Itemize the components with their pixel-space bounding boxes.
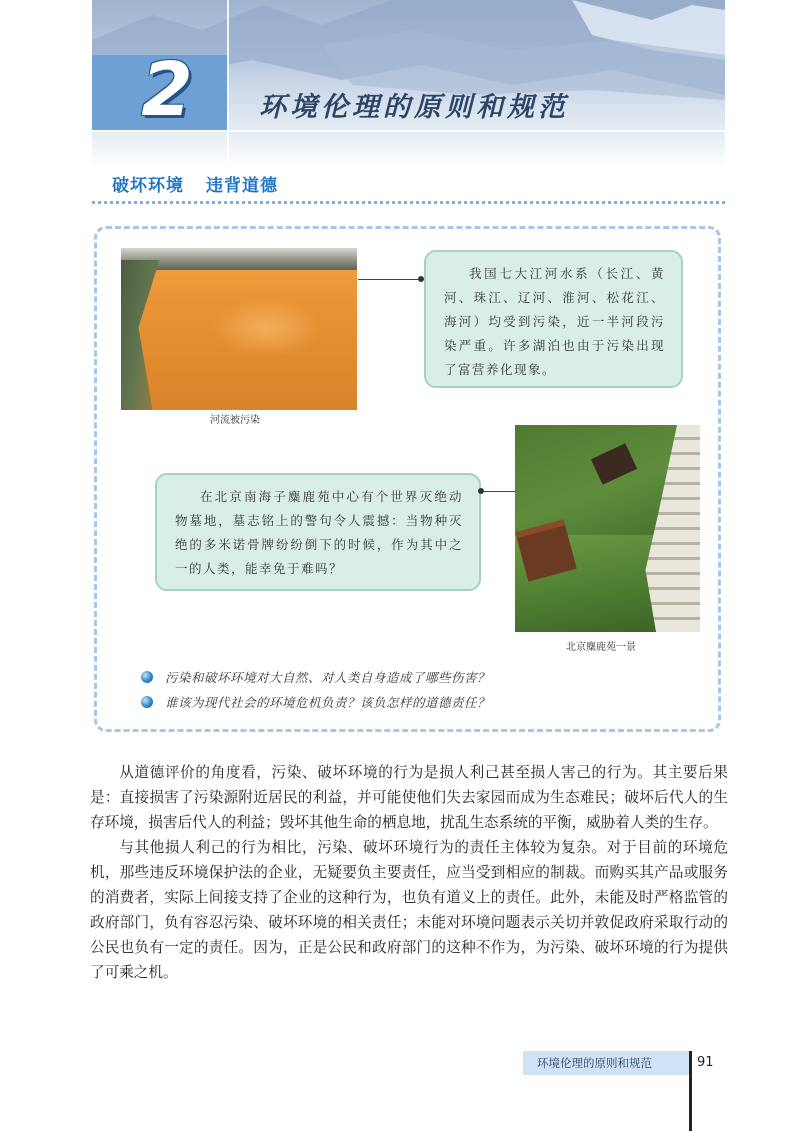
blue-bullet-icon <box>141 696 153 708</box>
callout2-connector <box>481 491 515 492</box>
chapter-number: 2 <box>141 47 193 133</box>
callout2-connector-dot <box>478 488 484 494</box>
body-paragraph: 与其他损人利己的行为相比，污染、破坏环境行为的责任主体较为复杂。对于目前的环境危机，那些违反环境保护法的企业，无疑要负主要责任，应当受到相应的制裁。而购买其产品或服务的消费者，实际上间接支持了企业的这种行为，也负有道义上的责任。此外，未能及时严格监管的政府部门，负有容忍污染、破坏环境的相关责任；未能对环境问题表示关切并敦促政府采取行动的公民也负有一定的责任。因为，正是公民和政府部门的这种不作为，为污染、破坏环境的行为提供了可乘之机。 <box>90 839 728 981</box>
callout1-connector <box>358 279 424 280</box>
section-heading-right: 违背道德 <box>206 176 278 196</box>
photo2-caption: 北京麋鹿苑一景 <box>566 642 636 653</box>
body-text <box>90 760 728 985</box>
chapter-banner <box>92 0 725 168</box>
question-text: 污染和破坏环境对大自然、对人类自身造成了哪些伤害？ <box>165 670 491 685</box>
running-title: 环境伦理的原则和规范 <box>523 1051 689 1075</box>
fallen-tombstone-dark <box>591 443 637 484</box>
section-heading-left: 破坏环境 <box>112 176 184 196</box>
question-text: 谁该为现代社会的环境危机负责？该负怎样的道德责任？ <box>165 695 491 710</box>
callout-river-pollution: 我国七大江河水系（长江、黄河、珠江、辽河、淮河、松花江、海河）均受到污染，近一半河段污染严重。许多湖泊也由于污染出现了富营养化现象。 <box>424 250 683 388</box>
body-paragraph: 从道德评价的角度看，污染、破坏环境的行为是损人利己甚至损人害己的行为。其主要后果是：直接损害了污染源附近居民的利益，并可能使他们失去家园而成为生态难民；破坏后代人的生存环境，损害后代人的利益；毁坏其他生命的栖息地，扰乱生态系统的平衡，威胁着人类的生存。 <box>90 764 728 831</box>
question-item <box>141 692 490 714</box>
blue-bullet-icon <box>141 671 153 683</box>
section-heading <box>112 172 278 200</box>
callout-extinction-cemetery: 在北京南海子麋鹿苑中心有个世界灭绝动物墓地，墓志铭上的警句令人震撼：当物种灭绝的多米诺骨牌纷纷倒下的时候，作为其中之一的人类，能幸免于难吗？ <box>155 473 481 591</box>
footer-rule <box>689 1051 692 1131</box>
river-bank-left <box>121 260 191 410</box>
dotted-divider <box>92 201 725 204</box>
polluted-river-photo <box>121 248 357 410</box>
chapter-title: 环境伦理的原则和规范 <box>259 92 569 123</box>
river-surface-shine <box>211 298 321 358</box>
question-item <box>141 667 490 689</box>
banner-divider-vertical <box>227 0 229 168</box>
page-number: 91 <box>697 1055 714 1070</box>
photo1-caption: 河流被污染 <box>210 415 260 426</box>
milu-park-photo <box>515 425 700 632</box>
